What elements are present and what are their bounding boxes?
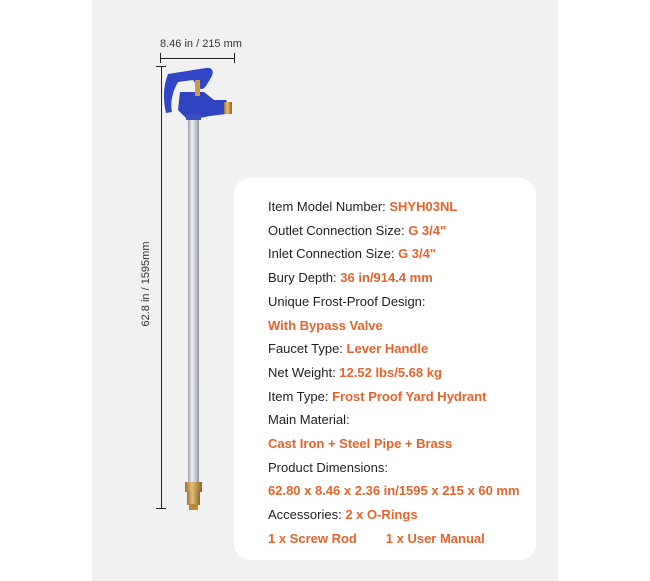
spec-value: Cast Iron + Steel Pipe + Brass xyxy=(268,436,453,451)
spec-value: SHYH03NL xyxy=(389,199,458,214)
spec-key: Main Material: xyxy=(268,412,350,428)
spec-row xyxy=(268,436,452,452)
spec-card xyxy=(234,178,536,560)
steel-pipe xyxy=(188,112,199,484)
spec-row xyxy=(268,412,350,428)
spec-row xyxy=(268,294,426,310)
spec-key: Faucet Type: xyxy=(268,341,347,357)
spec-row xyxy=(268,389,486,405)
spec-key: Inlet Connection Size: xyxy=(268,246,399,262)
spec-row xyxy=(268,318,383,334)
spec-value: 1 x Screw Rod 1 x User Manual xyxy=(268,530,485,546)
brass-outlet xyxy=(224,102,232,114)
spec-key: Unique Frost-Proof Design: xyxy=(268,293,426,309)
hydrant-head xyxy=(178,92,230,118)
spec-row xyxy=(268,246,436,262)
spec-key: Item Model Number: xyxy=(268,199,390,214)
spec-row xyxy=(268,365,442,381)
spec-row xyxy=(268,483,520,499)
spec-row xyxy=(268,531,485,547)
brass-inlet xyxy=(185,482,202,492)
spec-value: G 3/4" xyxy=(408,222,447,238)
spec-key: Accessories: xyxy=(268,507,346,523)
spec-key: Outlet Connection Size: xyxy=(268,222,409,238)
spec-value: Frost Proof Yard Hydrant xyxy=(332,388,487,404)
spec-value: 12.52 lbs/5.68 kg xyxy=(339,364,442,380)
spec-value: 62.80 x 8.46 x 2.36 in/1595 x 215 x 60 mm xyxy=(268,483,520,499)
spec-value: 2 x O-Rings xyxy=(345,507,418,523)
spec-row xyxy=(268,341,428,357)
spec-row xyxy=(268,507,418,523)
spec-key: Bury Depth: xyxy=(268,270,341,286)
spec-value: Lever Handle xyxy=(346,341,429,357)
spec-row xyxy=(268,199,457,215)
spec-value: With Bypass Valve xyxy=(268,317,383,333)
spec-value: G 3/4" xyxy=(398,246,437,262)
spec-row xyxy=(268,460,388,476)
width-dimension-label: 8.46 in / 215 mm xyxy=(160,38,242,50)
spec-key: Product Dimensions: xyxy=(268,459,388,475)
height-dimension-label: 62.8 in / 1595mm xyxy=(140,241,152,327)
spec-key: Item Type: xyxy=(268,388,333,404)
spec-key: Net Weight: xyxy=(268,364,340,380)
spec-row xyxy=(268,270,433,286)
spec-row xyxy=(268,223,446,239)
spec-value: 36 in/914.4 mm xyxy=(340,270,433,286)
